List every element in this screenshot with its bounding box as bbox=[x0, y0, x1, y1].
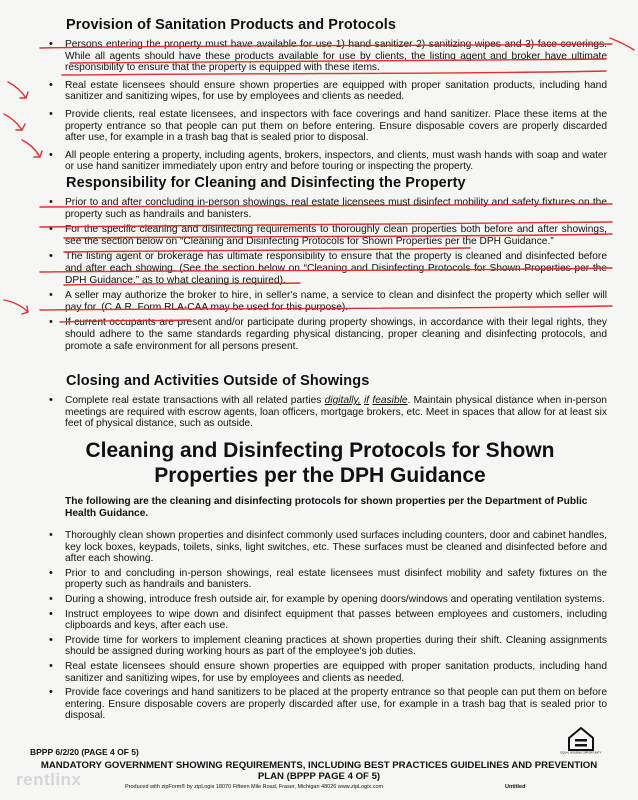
list-item: • Real estate licensees should ensure shown properties are equipped with proper sanitation products, including hand sanitizer and sanitizing wipes, for use by employees and clients as needed. bbox=[47, 661, 607, 684]
protocols-list bbox=[47, 530, 607, 722]
list-item: • Prior to and concluding in-person showings, real estate licensees must disinfect mobility and safety fixtures on the property such as handrails and banisters. bbox=[47, 568, 607, 591]
produced-by: Produced with zipForm® by zipLogix 18070 Fifteen Mile Road, Fraser, Michigan 48026 www.zipLogix.com bbox=[125, 784, 384, 790]
closing-text-end: . Maintain physical distance when in-person meetings are required with escrow agents, loan officers, mortgage brokers, etc. Meet in spaces that allow for at least six feet of physical distance, such as outside. bbox=[65, 395, 607, 430]
emphasis-digitally: digitally, bbox=[324, 395, 361, 406]
sanitation-list bbox=[47, 39, 607, 173]
list-item: • If current occupants are present and/or participate during property showings, in accordance with their legal rights, they should adhere to the same standards regarding physical distancing, proper cleaning and disinfecting protocols, and promote a safe environment for all persons present. bbox=[47, 317, 607, 352]
logo-caption: EQUAL HOUSING OPPORTUNITY bbox=[560, 751, 602, 755]
underline-mark bbox=[610, 38, 634, 50]
list-item: • Thoroughly clean shown properties and disinfect commonly used surfaces including counters, door and cabinet handles, key lock boxes, keypads, toilets, sinks, light switches, etc. These surfaces must be cleaned and disinfected before and after each showing. bbox=[47, 530, 607, 565]
arrow-mark bbox=[4, 114, 22, 130]
list-item: • Instruct employees to wipe down and disinfect equipment that passes between employees and customers, including clipboards and keys, after each use. bbox=[47, 609, 607, 632]
protocols-intro: The following are the cleaning and disinfecting protocols for shown properties per the Department of Public Health Guidance. bbox=[65, 496, 588, 519]
closing-text-start: Complete real estate transactions with all related parties bbox=[65, 395, 322, 406]
list-item: • A seller may authorize the broker to hire, in seller's name, a service to clean and disinfect the property which seller will pay for. (C.A.R. Form RLA-CAA may be used for this purpose). bbox=[47, 290, 607, 313]
section-heading-closing: Closing and Activities Outside of Showings bbox=[66, 373, 370, 389]
arrow-mark bbox=[16, 124, 25, 130]
protocols-title: Cleaning and Disinfecting Protocols for Shown Properties per the DPH Guidance bbox=[85, 439, 555, 487]
section-heading-sanitation: Provision of Sanitation Products and Protocols bbox=[66, 17, 397, 33]
list-item: • Persons entering the property must have available for use 1) hand sanitizer 2) sanitizing wipes and 3) face coverings. While all agents should have these products available for use by clients, the listing agent and broker have ultimate responsibility to ensure that the property is equipped with these items. bbox=[47, 39, 607, 74]
arrow-mark bbox=[22, 140, 40, 157]
cleaning-list bbox=[47, 197, 607, 352]
list-item: • Real estate licensees should ensure shown properties are equipped with proper sanitation products, including hand sanitizer and sanitizing wipes, for use by employees and clients as needed. bbox=[47, 80, 607, 103]
form-id: BPPP 6/2/20 (PAGE 4 OF 5) bbox=[30, 747, 139, 757]
list-item bbox=[47, 395, 607, 430]
list-item: • Provide time for workers to implement cleaning practices at shown properties during their shift. Cleaning assignments should be assigned during working hours as part of the employee's job duties. bbox=[47, 635, 607, 658]
list-item: • For the specific cleaning and disinfecting requirements to thoroughly clean properties both before and after showings, see the section below on “Cleaning and Disinfecting Protocols for Shown Properties per the DPH Guidance.” bbox=[47, 224, 607, 247]
list-item: • During a showing, introduce fresh outside air, for example by opening doors/windows and operating ventilation systems. bbox=[47, 594, 607, 606]
list-item: • Prior to and after concluding in-person showings, real estate licensees must disinfect mobility and safety fixtures on the property such as handrails and banisters. bbox=[47, 197, 607, 220]
list-item: • Provide clients, real estate licensees, and inspectors with face coverings and hand sanitizer. Place these items at the property entrance so that people can put them on before entering. Ensure disposable covers are properly discarded after use, for example in a trash bag that is sealed prior to disposal. bbox=[47, 109, 607, 144]
equal-housing-icon bbox=[560, 724, 602, 755]
watermark: rentlinx bbox=[16, 770, 82, 789]
emphasis-if: if bbox=[364, 395, 370, 406]
closing-list bbox=[47, 395, 607, 430]
arrow-mark bbox=[22, 306, 28, 314]
arrow-mark bbox=[20, 92, 28, 98]
list-item: • All people entering a property, including agents, brokers, inspectors, and clients, must wash hands with soap and water or use hand sanitizer immediately upon entry and before touring or inspecting the property. bbox=[47, 150, 607, 173]
footer-title: MANDATORY GOVERNMENT SHOWING REQUIREMENTS, INCLUDING BEST PRACTICES GUIDELINES AND PREVENTION PLAN (BPPP PAGE 4 OF 5) bbox=[40, 760, 598, 782]
section-heading-cleaning: Responsibility for Cleaning and Disinfecting the Property bbox=[66, 175, 466, 191]
arrow-mark bbox=[34, 151, 42, 157]
arrow-mark bbox=[4, 300, 28, 312]
list-item: • Provide face coverings and hand sanitizers to be placed at the property entrance so that people can put them on before entering. Ensure disposable covers are properly discarded after use, for example in a trash bag that is sealed prior to disposal. bbox=[47, 687, 607, 722]
list-item: • The listing agent or brokerage has ultimate responsibility to ensure that the property is cleaned and disinfected before and after each showing. (See the section below on “Cleaning and Disinfecting Protocols for Shown Properties per the DPH Guidance.” as to what cleaning is required). bbox=[47, 251, 607, 286]
arrow-mark bbox=[8, 82, 26, 98]
emphasis-feasible: feasible bbox=[372, 395, 408, 406]
untitled-label: Untitled bbox=[505, 784, 526, 790]
